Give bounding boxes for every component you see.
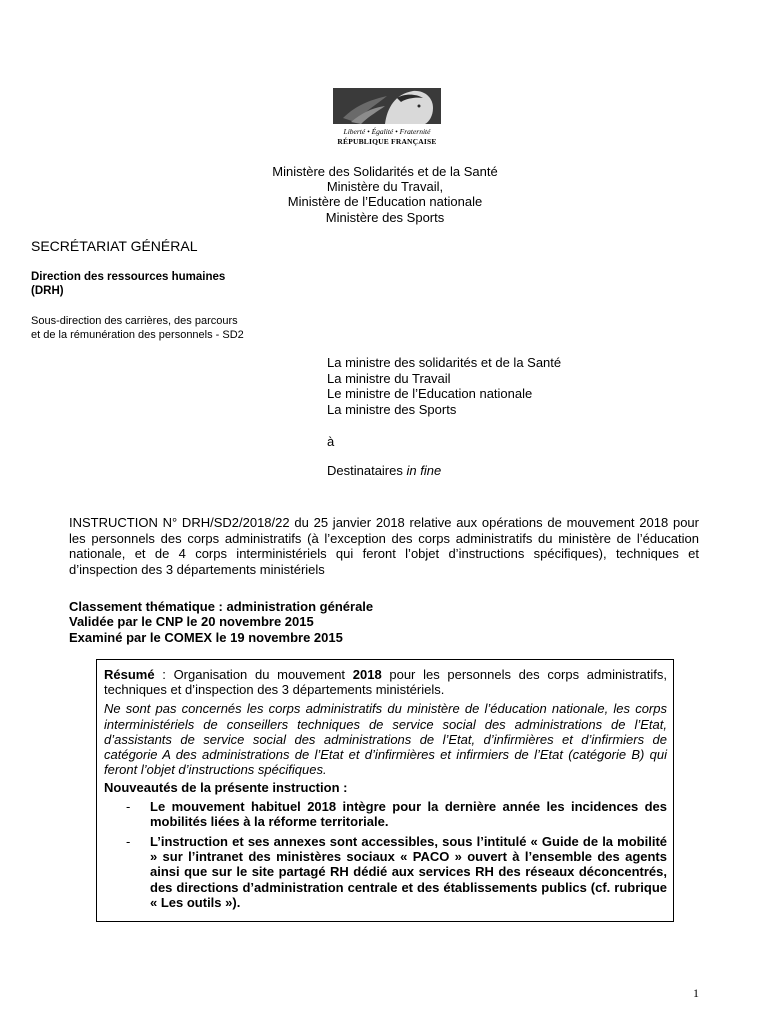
page-number: 1 (693, 986, 699, 1000)
resume-label: Résumé (104, 667, 155, 682)
nouveautes-title: Nouveautés de la présente instruction : (104, 780, 348, 796)
secretariat-title: SECRÉTARIAT GÉNÉRAL (31, 238, 198, 254)
exclusions-paragraph: Ne sont pas concernés les corps administratifs du ministère de l’éducation nationale, les corps interministériels de conseillers techniques de service social des administrations de l’Etat, d’assistants de service social des administrations de l’Etat, d’infirmières et d’infirmiers de catégorie A des administrations de l’Etat et d’infirmières et infirmiers de l’Etat (catégorie B) qui feront l’objet d’instructions spécifiques. (104, 701, 667, 778)
bullet-text: L’instruction et ses annexes sont accessibles, sous l’intitulé « Guide de la mobilité » sur l’intranet des ministères sociaux « PACO » ouvert à l’ensemble des agents ainsi que sur le site partagé RH dédié aux services RH des réseaux déconcentrés, des directions d’administration centrale et des établissements publics (cf. rubrique « Les outils »). (150, 834, 667, 910)
resume-text-1: : Organisation du mouvement (154, 667, 353, 682)
marianne-emblem-icon (333, 88, 441, 124)
ministry-line: Ministère du Travail, (326, 179, 444, 195)
destinataires-label: Destinataires (327, 463, 403, 478)
sender-line: La ministre des Sports (327, 401, 457, 417)
bullet-dash: - (126, 798, 131, 814)
bullet-text: Le mouvement habituel 2018 intègre pour la dernière année les incidences des mobilités liées à la réforme territoriale. (150, 798, 667, 829)
instruction-title: INSTRUCTION N° DRH/SD2/2018/22 du 25 janvier 2018 relative aux opérations de mouvement 2018 pour les personnels des corps administratifs (à l’exception des corps administratifs du ministère de l’éducation nationale, et de 4 corps interministériels qui feront l’objet d’instructions spécifiques), techniques et d’inspection des 3 départements ministériels (69, 515, 699, 577)
direction-line: (DRH) (31, 285, 64, 297)
senders-block (327, 355, 561, 417)
list-item (104, 834, 667, 910)
republic-logo (332, 88, 442, 150)
ministries-header (160, 164, 610, 225)
republic-name: RÉPUBLIQUE FRANÇAISE (337, 137, 437, 146)
classement-block (69, 599, 373, 645)
classement-line: Examiné par le COMEX le 19 novembre 2015 (69, 629, 343, 645)
ministry-line: Ministère de l’Education nationale (287, 194, 483, 210)
bullet-dash: - (126, 834, 131, 850)
resume-year: 2018 (352, 667, 382, 682)
subdirection-line: et de la rémunération des personnels - SD2 (31, 328, 244, 341)
ministry-line: Ministère des Sports (325, 209, 445, 225)
nouveautes-list (104, 799, 667, 910)
sender-line: La ministre du Travail (327, 370, 451, 386)
republic-motto: Liberté • Égalité • Fraternité (343, 127, 431, 136)
summary-box (96, 659, 674, 922)
direction-line: Direction des ressources humaines (31, 271, 226, 283)
to-word: à (327, 434, 335, 449)
resume-text-2: pour les personnels des corps administratifs, techniques et d’inspection des 3 départements ministériels. (104, 667, 667, 698)
list-item (104, 799, 667, 829)
classement-line: Classement thématique : administration générale (69, 599, 374, 614)
resume-paragraph (104, 667, 667, 697)
classement-line: Validée par le CNP le 20 novembre 2015 (69, 614, 314, 630)
subdirection-block (31, 315, 244, 342)
destinataires-suffix: in fine (406, 463, 442, 478)
subdirection-line: Sous-direction des carrières, des parcours (31, 315, 238, 327)
destinataires-line (327, 463, 441, 478)
direction-block (31, 270, 225, 298)
sender-line: Le ministre de l’Education nationale (327, 386, 533, 401)
ministry-line: Ministère des Solidarités et de la Santé (272, 164, 498, 179)
sender-line: La ministre des solidarités et de la Santé (327, 355, 562, 370)
